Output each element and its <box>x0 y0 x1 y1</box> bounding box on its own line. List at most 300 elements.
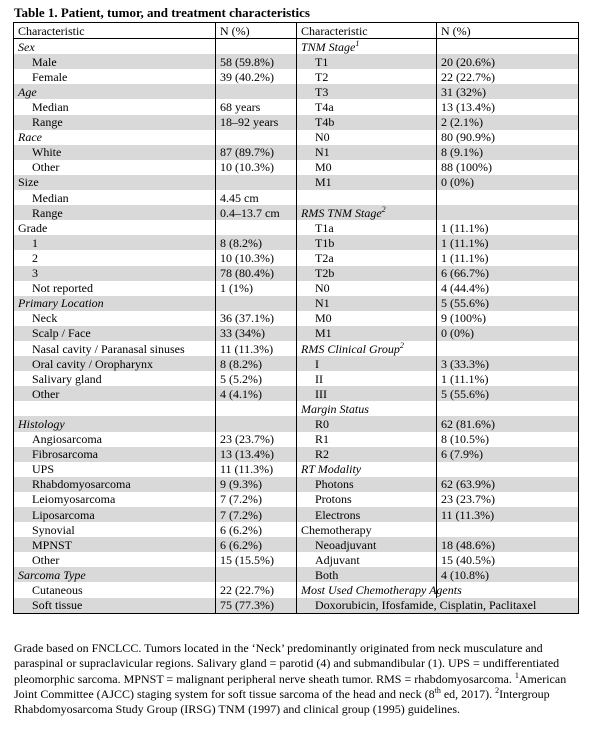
characteristic-cell-text: M1 <box>315 175 332 190</box>
value-cell <box>437 115 579 130</box>
value-cell <box>216 492 297 507</box>
value-cell <box>437 447 579 462</box>
characteristic-cell-text: Cutaneous <box>32 583 83 598</box>
characteristic-cell-text: RMS TNM Stage <box>301 205 382 220</box>
value-cell <box>437 69 579 84</box>
value-cell-text: 23 (23.7%) <box>441 492 495 507</box>
table-row <box>14 371 579 386</box>
characteristic-cell-text: Most Used Chemotherapy Agents <box>301 583 462 598</box>
value-cell <box>437 477 579 492</box>
value-cell-text: 7 (7.2%) <box>220 492 262 507</box>
table-row <box>14 145 579 160</box>
column-header: Characteristic <box>14 23 216 39</box>
value-cell <box>216 281 297 296</box>
characteristic-cell-text: Grade <box>18 220 48 235</box>
characteristic-cell <box>297 371 437 386</box>
value-cell <box>216 582 297 597</box>
value-cell-text: 23 (23.7%) <box>220 432 274 447</box>
table-row <box>14 160 579 175</box>
table-row <box>14 39 579 55</box>
value-cell <box>216 145 297 160</box>
value-cell <box>216 39 297 55</box>
characteristic-cell-text: III <box>315 386 327 401</box>
characteristic-cell-text: T3 <box>315 84 329 99</box>
value-cell <box>437 39 579 55</box>
characteristic-cell-text: Age <box>18 84 37 99</box>
characteristic-cell-text: Male <box>32 54 57 69</box>
characteristic-cell <box>14 190 216 205</box>
value-cell-text: 0 (0%) <box>441 326 474 341</box>
characteristic-cell <box>297 130 437 145</box>
characteristic-cell <box>14 235 216 250</box>
characteristic-cell <box>14 401 216 416</box>
characteristic-cell-text: Chemotherapy <box>301 522 372 537</box>
value-cell-text: 9 (100%) <box>441 311 486 326</box>
characteristic-cell <box>297 69 437 84</box>
value-cell-text: 33 (34%) <box>220 326 265 341</box>
characteristic-cell-text: Synovial <box>32 522 75 537</box>
characteristic-cell <box>14 160 216 175</box>
value-cell <box>437 522 579 537</box>
value-cell-text: 22 (22.7%) <box>441 69 495 84</box>
table-row <box>14 477 579 492</box>
value-cell <box>216 507 297 522</box>
characteristic-cell <box>14 311 216 326</box>
characteristic-cell-text: N0 <box>315 281 330 296</box>
value-cell <box>437 462 579 477</box>
ordinal-suffix: th <box>434 685 441 695</box>
value-cell <box>437 326 579 341</box>
value-cell <box>437 235 579 250</box>
characteristic-cell-text: Doxorubicin, Ifosfamide, Cisplatin, Paclitaxel <box>315 598 537 613</box>
value-cell-text: 22 (22.7%) <box>220 583 274 598</box>
characteristic-cell-text: Other <box>32 386 60 401</box>
table-row <box>14 386 579 401</box>
characteristic-cell <box>297 492 437 507</box>
value-cell-text: 31 (32%) <box>441 84 486 99</box>
table-row <box>14 69 579 84</box>
characteristic-cell-text: Size <box>18 175 39 190</box>
characteristic-cell <box>297 296 437 311</box>
value-cell-text: 58 (59.8%) <box>220 54 274 69</box>
table-row <box>14 220 579 235</box>
table-row <box>14 99 579 114</box>
value-cell <box>437 311 579 326</box>
value-cell <box>437 552 579 567</box>
characteristic-cell-text: RMS Clinical Group <box>301 341 400 356</box>
value-cell-text: 6 (6.2%) <box>220 537 262 552</box>
characteristic-cell <box>297 175 437 190</box>
characteristic-cell-text: T4b <box>315 115 335 130</box>
characteristic-cell <box>297 205 437 220</box>
characteristic-cell-text: Other <box>32 552 60 567</box>
value-cell-text: 1 (11.1%) <box>441 250 489 265</box>
characteristic-cell <box>297 115 437 130</box>
table-row <box>14 175 579 190</box>
value-cell-text: 13 (13.4%) <box>441 100 495 115</box>
characteristic-cell-text: M1 <box>315 326 332 341</box>
characteristic-cell <box>297 220 437 235</box>
value-cell <box>437 296 579 311</box>
value-cell-text: 1 (11.1%) <box>441 235 489 250</box>
characteristic-cell <box>14 477 216 492</box>
table-title: Table 1. Patient, tumor, and treatment characteristics <box>14 5 310 20</box>
table-row <box>14 54 579 69</box>
characteristic-cell-text: Both <box>315 567 339 582</box>
value-cell-text: 80 (90.9%) <box>441 130 495 145</box>
value-cell <box>216 54 297 69</box>
table-row <box>14 522 579 537</box>
value-cell-text: 7 (7.2%) <box>220 507 262 522</box>
characteristic-cell-text: N1 <box>315 296 330 311</box>
table-row <box>14 447 579 462</box>
characteristic-cell-text: Histology <box>18 416 65 431</box>
characteristic-cell-text: Salivary gland <box>32 371 102 386</box>
value-cell <box>216 477 297 492</box>
value-cell <box>216 250 297 265</box>
value-cell <box>437 281 579 296</box>
value-cell <box>216 266 297 281</box>
characteristic-cell <box>14 598 216 614</box>
value-cell <box>437 371 579 386</box>
value-cell-text: 5 (55.6%) <box>441 386 489 401</box>
characteristic-cell-text: T1 <box>315 54 329 69</box>
table-row <box>14 311 579 326</box>
value-cell <box>216 356 297 371</box>
characteristic-cell <box>297 39 437 55</box>
table-row <box>14 432 579 447</box>
table-row <box>14 296 579 311</box>
table-row <box>14 507 579 522</box>
value-cell-text: 20 (20.6%) <box>441 54 495 69</box>
characteristic-cell <box>297 145 437 160</box>
characteristic-cell <box>297 190 437 205</box>
footnote-marker: 1 <box>355 38 360 48</box>
value-cell-text: 15 (15.5%) <box>220 552 274 567</box>
characteristic-cell-text: Neoadjuvant <box>315 537 377 552</box>
value-cell <box>437 401 579 416</box>
characteristic-cell <box>14 507 216 522</box>
characteristic-cell-text: UPS <box>32 462 55 477</box>
characteristic-cell <box>297 537 437 552</box>
table-row <box>14 582 579 597</box>
characteristic-cell-text: TNM Stage <box>301 39 356 54</box>
value-cell-text: 1 (11.1%) <box>441 220 489 235</box>
characteristic-cell-text: Scalp / Face <box>32 326 91 341</box>
characteristic-cell-text: T1b <box>315 235 335 250</box>
table-row <box>14 462 579 477</box>
characteristic-cell-text: Race <box>18 130 42 145</box>
characteristic-cell-text: Angiosarcoma <box>32 432 102 447</box>
value-cell-text: 4 (10.8%) <box>441 567 489 582</box>
footnote-marker: 2 <box>399 340 404 350</box>
characteristic-cell-text: Female <box>32 69 68 84</box>
value-cell <box>216 99 297 114</box>
characteristic-cell-text: Fibrosarcoma <box>32 447 98 462</box>
characteristic-cell-text: Nasal cavity / Paranasal sinuses <box>32 341 185 356</box>
characteristic-cell <box>14 205 216 220</box>
characteristic-cell <box>14 522 216 537</box>
value-cell <box>437 567 579 582</box>
characteristic-cell-text: Electrons <box>315 507 361 522</box>
value-cell <box>216 522 297 537</box>
characteristic-cell <box>297 386 437 401</box>
characteristic-cell-text: Photons <box>315 477 354 492</box>
value-cell <box>216 371 297 386</box>
characteristic-cell-text: R1 <box>315 432 330 447</box>
table-row <box>14 416 579 431</box>
characteristic-cell <box>14 567 216 582</box>
value-cell <box>437 432 579 447</box>
characteristic-cell-text: 3 <box>32 266 38 281</box>
table-row <box>14 281 579 296</box>
value-cell-text: 10 (10.3%) <box>220 250 274 265</box>
characteristic-cell <box>14 99 216 114</box>
value-cell <box>216 341 297 356</box>
value-cell <box>437 190 579 205</box>
value-cell-text: 4.45 cm <box>220 190 259 205</box>
value-cell-text: 11 (11.3%) <box>441 507 495 522</box>
characteristic-cell <box>14 371 216 386</box>
characteristic-cell <box>14 145 216 160</box>
characteristic-cell <box>14 220 216 235</box>
characteristic-cell <box>297 598 579 614</box>
characteristic-cell-text: 2 <box>32 250 38 265</box>
value-cell <box>437 54 579 69</box>
characteristic-cell-text: White <box>32 145 62 160</box>
characteristic-cell-text: Neck <box>32 311 58 326</box>
table-row <box>14 130 579 145</box>
characteristic-cell <box>297 462 437 477</box>
characteristic-cell-text: Adjuvant <box>315 552 360 567</box>
value-cell <box>216 598 297 614</box>
characteristic-cell <box>297 250 437 265</box>
table-row <box>14 84 579 99</box>
characteristic-cell <box>14 54 216 69</box>
value-cell <box>216 69 297 84</box>
characteristic-cell-text: Sex <box>18 39 35 54</box>
characteristic-cell <box>297 522 437 537</box>
footnote-marker: 2 <box>381 204 386 214</box>
characteristic-cell <box>297 84 437 99</box>
characteristic-cell-text: T2 <box>315 69 329 84</box>
characteristic-cell <box>297 477 437 492</box>
characteristic-cell-text: N1 <box>315 145 330 160</box>
characteristic-cell-text: Oral cavity / Oropharynx <box>32 356 153 371</box>
value-cell <box>216 447 297 462</box>
value-cell <box>216 462 297 477</box>
value-cell-text: 68 years <box>220 100 261 115</box>
value-cell-text: 75 (77.3%) <box>220 598 274 613</box>
characteristic-cell <box>297 160 437 175</box>
column-header: N (%) <box>437 23 579 39</box>
value-cell <box>216 220 297 235</box>
characteristic-cell-text: Range <box>32 115 63 130</box>
table-row <box>14 552 579 567</box>
table-row <box>14 266 579 281</box>
characteristic-cell <box>297 341 437 356</box>
characteristic-cell <box>297 326 437 341</box>
value-cell-text: 62 (63.9%) <box>441 477 495 492</box>
value-cell <box>437 220 579 235</box>
characteristic-cell <box>297 311 437 326</box>
characteristic-cell-text: Range <box>32 205 63 220</box>
characteristic-cell <box>297 432 437 447</box>
characteristic-cell-text: T2b <box>315 266 335 281</box>
characteristic-cell <box>14 582 216 597</box>
characteristic-cell <box>14 462 216 477</box>
value-cell <box>216 567 297 582</box>
value-cell-text: 4 (4.1%) <box>220 386 262 401</box>
column-header: Characteristic <box>297 23 437 39</box>
characteristic-cell <box>14 69 216 84</box>
characteristic-cell <box>297 582 462 598</box>
value-cell <box>437 130 579 145</box>
value-cell <box>216 115 297 130</box>
value-cell-text: 62 (81.6%) <box>441 416 495 431</box>
characteristic-cell-text: M0 <box>315 311 332 326</box>
value-cell <box>216 326 297 341</box>
characteristics-table <box>13 22 579 614</box>
characteristic-cell <box>14 130 216 145</box>
value-cell <box>437 537 579 552</box>
value-cell <box>437 356 579 371</box>
characteristic-cell-text: T1a <box>315 220 334 235</box>
value-cell <box>216 386 297 401</box>
characteristic-cell <box>297 401 437 416</box>
value-cell <box>437 341 579 356</box>
value-cell-text: 0 (0%) <box>441 175 474 190</box>
value-cell-text: 3 (33.3%) <box>441 356 489 371</box>
table-row <box>14 401 579 416</box>
characteristic-cell <box>14 175 216 190</box>
characteristic-cell <box>297 507 437 522</box>
column-header: N (%) <box>216 23 297 39</box>
characteristic-cell <box>14 386 216 401</box>
value-cell <box>437 507 579 522</box>
value-cell-text: 88 (100%) <box>441 160 492 175</box>
characteristic-cell <box>297 356 437 371</box>
value-cell <box>216 296 297 311</box>
value-cell <box>437 84 579 99</box>
value-cell <box>216 84 297 99</box>
characteristic-cell <box>297 552 437 567</box>
characteristic-cell <box>14 296 216 311</box>
characteristic-cell-text: Margin Status <box>301 401 369 416</box>
characteristic-cell <box>14 115 216 130</box>
characteristic-cell-text: Liposarcoma <box>32 507 95 522</box>
value-cell-text: 6 (6.2%) <box>220 522 262 537</box>
table-row <box>14 205 579 220</box>
characteristic-cell <box>14 326 216 341</box>
characteristic-cell-text: T4a <box>315 100 334 115</box>
characteristic-cell-text: T2a <box>315 250 334 265</box>
value-cell-text: 1 (1%) <box>220 281 253 296</box>
footnote-text: ed, 2017). <box>440 686 496 701</box>
characteristic-cell-text: M0 <box>315 160 332 175</box>
table-row <box>14 356 579 371</box>
characteristic-cell <box>14 84 216 99</box>
characteristic-cell <box>14 250 216 265</box>
table-row <box>14 235 579 250</box>
characteristic-cell <box>297 447 437 462</box>
value-cell-text: 18 (48.6%) <box>441 537 495 552</box>
value-cell-text: 8 (10.5%) <box>441 432 489 447</box>
value-cell <box>437 205 579 220</box>
characteristic-cell-text: I <box>315 356 319 371</box>
value-cell <box>437 386 579 401</box>
value-cell <box>216 235 297 250</box>
value-cell-text: 0.4–13.7 cm <box>220 205 280 220</box>
characteristic-cell <box>14 266 216 281</box>
value-cell-text: 11 (11.3%) <box>220 462 274 477</box>
characteristic-cell <box>297 266 437 281</box>
characteristic-cell-text: Median <box>32 190 69 205</box>
value-cell-text: 5 (5.2%) <box>220 371 262 386</box>
characteristic-cell-text: Leiomyosarcoma <box>32 492 116 507</box>
value-cell <box>216 190 297 205</box>
characteristic-cell <box>14 39 216 55</box>
characteristic-cell-text: 1 <box>32 235 38 250</box>
value-cell <box>437 266 579 281</box>
value-cell-text: 8 (8.2%) <box>220 235 262 250</box>
value-cell-text: 2 (2.1%) <box>441 115 483 130</box>
table-header-row <box>14 23 579 39</box>
footnote-text: Grade based on FNCLCC. Tumors located in the ‘Neck’ predominantly originated from neck musculature and paraspinal or supraclavicular regions. Salivary gland = parotid (4) and submandibular (1). UPS = undifferentiated pleomorphic sarcoma. MPNST = malignant peripheral nerve sheath tumor. RMS = rhabdomyosarcoma. <box>14 641 560 686</box>
value-cell-text: 87 (89.7%) <box>220 145 274 160</box>
characteristic-cell <box>14 552 216 567</box>
value-cell <box>216 311 297 326</box>
characteristic-cell-text: Primary Location <box>18 296 104 311</box>
characteristic-cell-text: Not reported <box>32 281 93 296</box>
table-row <box>14 598 579 614</box>
characteristic-cell-text: Median <box>32 100 69 115</box>
value-cell-text: 4 (44.4%) <box>441 281 489 296</box>
value-cell <box>437 250 579 265</box>
characteristic-cell <box>14 537 216 552</box>
value-cell-text: 8 (8.2%) <box>220 356 262 371</box>
value-cell-text: 11 (11.3%) <box>220 341 274 356</box>
characteristic-cell-text: R2 <box>315 447 330 462</box>
table-row <box>14 115 579 130</box>
value-cell-text: 6 (7.9%) <box>441 447 483 462</box>
characteristic-cell <box>297 416 437 431</box>
value-cell <box>216 175 297 190</box>
characteristic-cell <box>14 341 216 356</box>
characteristic-cell <box>14 447 216 462</box>
value-cell-text: 15 (40.5%) <box>441 552 495 567</box>
value-cell <box>216 205 297 220</box>
value-cell-text: 39 (40.2%) <box>220 69 274 84</box>
value-cell-text: 5 (55.6%) <box>441 296 489 311</box>
characteristic-cell <box>14 416 216 431</box>
value-cell <box>437 492 579 507</box>
value-cell-text: 10 (10.3%) <box>220 160 274 175</box>
table-row <box>14 250 579 265</box>
value-cell <box>216 432 297 447</box>
characteristic-cell-text: Rhabdomyosarcoma <box>32 477 131 492</box>
characteristic-cell <box>14 492 216 507</box>
table-row <box>14 190 579 205</box>
value-cell <box>216 416 297 431</box>
characteristic-cell-text: Other <box>32 160 60 175</box>
value-cell <box>216 160 297 175</box>
characteristic-cell-text: MPNST <box>32 537 73 552</box>
table-row <box>14 492 579 507</box>
characteristic-cell <box>14 281 216 296</box>
value-cell <box>216 537 297 552</box>
table-row <box>14 341 579 356</box>
